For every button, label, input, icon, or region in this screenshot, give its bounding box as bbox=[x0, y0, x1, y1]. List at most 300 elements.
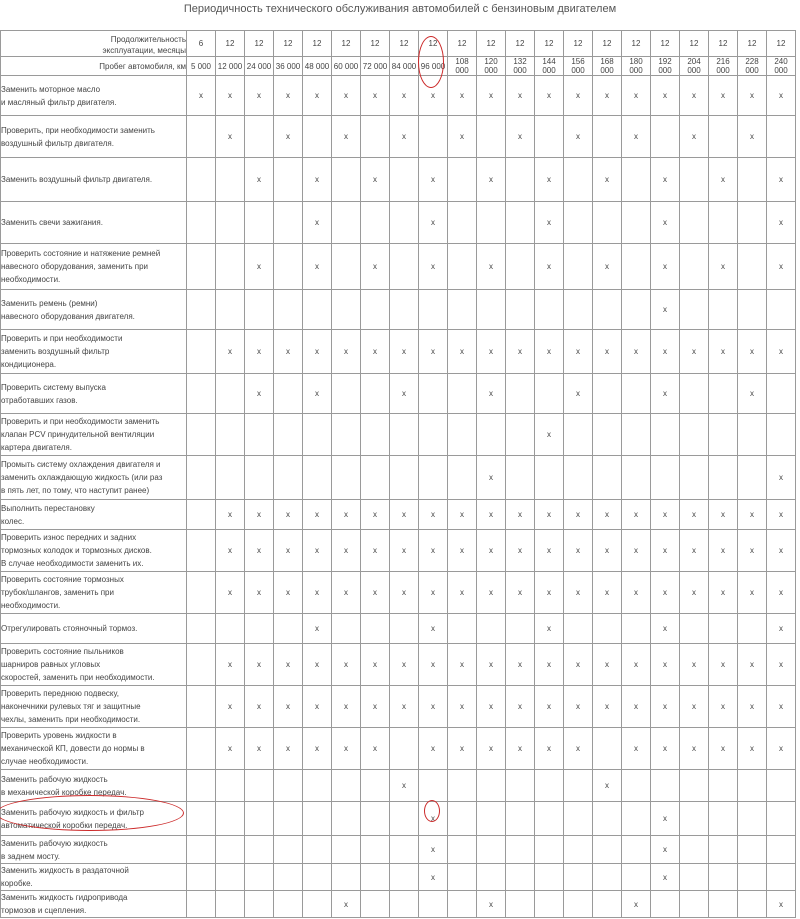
service-mark: x bbox=[419, 802, 448, 836]
months-value: 12 bbox=[448, 31, 477, 57]
table-row bbox=[1, 500, 796, 530]
empty-cell bbox=[535, 891, 564, 918]
service-mark: x bbox=[593, 572, 622, 614]
table-row bbox=[1, 116, 796, 158]
service-mark: x bbox=[216, 530, 245, 572]
months-value: 12 bbox=[535, 31, 564, 57]
empty-cell bbox=[187, 290, 216, 330]
service-operation-label: Заменить жидкость гидропривода тормозов и сцепления. bbox=[1, 891, 187, 918]
empty-cell bbox=[477, 802, 506, 836]
maintenance-schedule-table bbox=[0, 30, 796, 918]
service-mark: x bbox=[390, 572, 419, 614]
service-mark: x bbox=[622, 500, 651, 530]
months-value: 12 bbox=[564, 31, 593, 57]
service-mark: x bbox=[216, 500, 245, 530]
empty-cell bbox=[477, 116, 506, 158]
empty-cell bbox=[709, 836, 738, 864]
empty-cell bbox=[245, 202, 274, 244]
months-value: 12 bbox=[680, 31, 709, 57]
empty-cell bbox=[303, 864, 332, 891]
service-mark: x bbox=[332, 728, 361, 770]
empty-cell bbox=[738, 202, 767, 244]
empty-cell bbox=[187, 572, 216, 614]
months-value: 12 bbox=[709, 31, 738, 57]
months-value: 12 bbox=[274, 31, 303, 57]
service-mark: x bbox=[738, 572, 767, 614]
service-mark: x bbox=[390, 76, 419, 116]
service-mark: x bbox=[506, 644, 535, 686]
service-operation-label: Заменить рабочую жидкость в механической коробке передач. bbox=[1, 770, 187, 802]
empty-cell bbox=[274, 202, 303, 244]
empty-cell bbox=[738, 456, 767, 500]
empty-cell bbox=[448, 864, 477, 891]
service-mark: x bbox=[303, 614, 332, 644]
empty-cell bbox=[245, 770, 274, 802]
empty-cell bbox=[506, 290, 535, 330]
service-mark: x bbox=[738, 644, 767, 686]
empty-cell bbox=[361, 374, 390, 414]
empty-cell bbox=[709, 456, 738, 500]
service-mark: x bbox=[332, 686, 361, 728]
table-row bbox=[1, 76, 796, 116]
table-row bbox=[1, 770, 796, 802]
service-mark: x bbox=[767, 644, 796, 686]
empty-cell bbox=[332, 864, 361, 891]
empty-cell bbox=[622, 802, 651, 836]
service-operation-label: Проверить и при необходимости заменить воздушный фильтр кондиционера. bbox=[1, 330, 187, 374]
service-mark: x bbox=[245, 644, 274, 686]
service-operation-label: Заменить моторное масло и масляный фильтр двигателя. bbox=[1, 76, 187, 116]
km-value: 144 000 bbox=[535, 57, 564, 76]
service-mark: x bbox=[390, 530, 419, 572]
service-mark: x bbox=[593, 530, 622, 572]
service-mark: x bbox=[303, 76, 332, 116]
service-mark: x bbox=[419, 202, 448, 244]
empty-cell bbox=[651, 116, 680, 158]
service-mark: x bbox=[651, 728, 680, 770]
empty-cell bbox=[448, 202, 477, 244]
service-mark: x bbox=[564, 76, 593, 116]
service-mark: x bbox=[274, 686, 303, 728]
table-row bbox=[1, 330, 796, 374]
empty-cell bbox=[593, 374, 622, 414]
service-operation-label: Проверить состояние тормозных трубок/шлангов, заменить при необходимости. bbox=[1, 572, 187, 614]
empty-cell bbox=[448, 244, 477, 290]
empty-cell bbox=[680, 770, 709, 802]
service-mark: x bbox=[506, 728, 535, 770]
empty-cell bbox=[593, 728, 622, 770]
empty-cell bbox=[274, 802, 303, 836]
empty-cell bbox=[187, 864, 216, 891]
empty-cell bbox=[593, 290, 622, 330]
service-mark: x bbox=[477, 500, 506, 530]
empty-cell bbox=[593, 116, 622, 158]
empty-cell bbox=[187, 244, 216, 290]
empty-cell bbox=[216, 802, 245, 836]
empty-cell bbox=[709, 414, 738, 456]
service-mark: x bbox=[593, 244, 622, 290]
months-value: 12 bbox=[361, 31, 390, 57]
service-mark: x bbox=[651, 572, 680, 614]
empty-cell bbox=[593, 456, 622, 500]
service-mark: x bbox=[303, 572, 332, 614]
empty-cell bbox=[738, 158, 767, 202]
km-value: 12 000 bbox=[216, 57, 245, 76]
service-mark: x bbox=[448, 644, 477, 686]
empty-cell bbox=[216, 290, 245, 330]
service-mark: x bbox=[564, 686, 593, 728]
empty-cell bbox=[622, 864, 651, 891]
service-mark: x bbox=[622, 330, 651, 374]
service-mark: x bbox=[506, 530, 535, 572]
empty-cell bbox=[767, 116, 796, 158]
empty-cell bbox=[767, 864, 796, 891]
empty-cell bbox=[187, 500, 216, 530]
service-mark: x bbox=[680, 686, 709, 728]
empty-cell bbox=[361, 614, 390, 644]
service-mark: x bbox=[332, 572, 361, 614]
empty-cell bbox=[709, 290, 738, 330]
empty-cell bbox=[361, 414, 390, 456]
service-mark: x bbox=[361, 530, 390, 572]
service-mark: x bbox=[303, 374, 332, 414]
empty-cell bbox=[622, 456, 651, 500]
empty-cell bbox=[564, 158, 593, 202]
empty-cell bbox=[419, 290, 448, 330]
empty-cell bbox=[506, 864, 535, 891]
service-mark: x bbox=[245, 158, 274, 202]
service-mark: x bbox=[738, 330, 767, 374]
service-mark: x bbox=[245, 728, 274, 770]
empty-cell bbox=[361, 836, 390, 864]
empty-cell bbox=[738, 290, 767, 330]
service-mark: x bbox=[419, 158, 448, 202]
empty-cell bbox=[564, 456, 593, 500]
months-value: 12 bbox=[303, 31, 332, 57]
empty-cell bbox=[390, 158, 419, 202]
service-mark: x bbox=[535, 728, 564, 770]
empty-cell bbox=[332, 244, 361, 290]
service-mark: x bbox=[738, 530, 767, 572]
service-mark: x bbox=[187, 76, 216, 116]
empty-cell bbox=[767, 836, 796, 864]
service-mark: x bbox=[274, 644, 303, 686]
months-value: 12 bbox=[738, 31, 767, 57]
table-row bbox=[1, 374, 796, 414]
service-mark: x bbox=[477, 374, 506, 414]
service-mark: x bbox=[216, 728, 245, 770]
empty-cell bbox=[419, 374, 448, 414]
empty-cell bbox=[709, 202, 738, 244]
empty-cell bbox=[390, 728, 419, 770]
empty-cell bbox=[448, 414, 477, 456]
empty-cell bbox=[767, 770, 796, 802]
service-mark: x bbox=[303, 686, 332, 728]
empty-cell bbox=[738, 244, 767, 290]
service-mark: x bbox=[274, 330, 303, 374]
km-value: 204 000 bbox=[680, 57, 709, 76]
empty-cell bbox=[419, 456, 448, 500]
service-mark: x bbox=[767, 686, 796, 728]
service-mark: x bbox=[680, 116, 709, 158]
service-mark: x bbox=[477, 530, 506, 572]
empty-cell bbox=[419, 116, 448, 158]
service-mark: x bbox=[303, 158, 332, 202]
service-mark: x bbox=[390, 686, 419, 728]
service-mark: x bbox=[680, 644, 709, 686]
empty-cell bbox=[738, 414, 767, 456]
service-mark: x bbox=[564, 500, 593, 530]
empty-cell bbox=[274, 374, 303, 414]
km-value: 48 000 bbox=[303, 57, 332, 76]
empty-cell bbox=[361, 802, 390, 836]
empty-cell bbox=[680, 802, 709, 836]
service-mark: x bbox=[361, 686, 390, 728]
service-mark: x bbox=[361, 76, 390, 116]
empty-cell bbox=[680, 158, 709, 202]
empty-cell bbox=[622, 202, 651, 244]
service-mark: x bbox=[448, 572, 477, 614]
empty-cell bbox=[564, 202, 593, 244]
service-mark: x bbox=[535, 244, 564, 290]
service-mark: x bbox=[651, 530, 680, 572]
service-mark: x bbox=[680, 330, 709, 374]
table-row bbox=[1, 290, 796, 330]
service-mark: x bbox=[680, 530, 709, 572]
table-row bbox=[1, 414, 796, 456]
empty-cell bbox=[361, 116, 390, 158]
service-operation-label: Проверить, при необходимости заменить воздушный фильтр двигателя. bbox=[1, 116, 187, 158]
service-mark: x bbox=[477, 456, 506, 500]
empty-cell bbox=[535, 456, 564, 500]
empty-cell bbox=[361, 770, 390, 802]
service-mark: x bbox=[216, 686, 245, 728]
service-mark: x bbox=[651, 290, 680, 330]
service-mark: x bbox=[622, 644, 651, 686]
empty-cell bbox=[593, 836, 622, 864]
service-mark: x bbox=[738, 728, 767, 770]
empty-cell bbox=[709, 864, 738, 891]
service-mark: x bbox=[361, 644, 390, 686]
months-value: 12 bbox=[419, 31, 448, 57]
service-mark: x bbox=[738, 500, 767, 530]
empty-cell bbox=[390, 202, 419, 244]
service-mark: x bbox=[303, 728, 332, 770]
service-mark: x bbox=[651, 330, 680, 374]
service-mark: x bbox=[274, 530, 303, 572]
service-mark: x bbox=[448, 76, 477, 116]
service-operation-label: Заменить рабочую жидкость и фильтр автоматической коробки передач. bbox=[1, 802, 187, 836]
service-mark: x bbox=[651, 802, 680, 836]
service-mark: x bbox=[332, 116, 361, 158]
service-mark: x bbox=[419, 836, 448, 864]
empty-cell bbox=[274, 614, 303, 644]
empty-cell bbox=[593, 802, 622, 836]
empty-cell bbox=[506, 770, 535, 802]
header-row-km bbox=[1, 57, 796, 76]
service-mark: x bbox=[651, 158, 680, 202]
km-value: 180 000 bbox=[622, 57, 651, 76]
empty-cell bbox=[390, 891, 419, 918]
service-mark: x bbox=[390, 330, 419, 374]
empty-cell bbox=[709, 891, 738, 918]
service-mark: x bbox=[419, 864, 448, 891]
service-mark: x bbox=[477, 76, 506, 116]
empty-cell bbox=[506, 202, 535, 244]
service-mark: x bbox=[216, 116, 245, 158]
empty-cell bbox=[622, 158, 651, 202]
empty-cell bbox=[448, 891, 477, 918]
empty-cell bbox=[680, 374, 709, 414]
service-operation-label: Заменить воздушный фильтр двигателя. bbox=[1, 158, 187, 202]
service-mark: x bbox=[506, 572, 535, 614]
empty-cell bbox=[332, 770, 361, 802]
empty-cell bbox=[390, 614, 419, 644]
service-mark: x bbox=[477, 686, 506, 728]
empty-cell bbox=[564, 836, 593, 864]
service-mark: x bbox=[274, 500, 303, 530]
empty-cell bbox=[390, 864, 419, 891]
service-mark: x bbox=[361, 244, 390, 290]
service-mark: x bbox=[738, 76, 767, 116]
empty-cell bbox=[187, 728, 216, 770]
service-mark: x bbox=[506, 330, 535, 374]
service-operation-label: Проверить износ передних и задних тормозных колодок и тормозных дисков. В случае необходимости заменить их. bbox=[1, 530, 187, 572]
service-mark: x bbox=[477, 728, 506, 770]
empty-cell bbox=[448, 836, 477, 864]
service-mark: x bbox=[651, 374, 680, 414]
service-mark: x bbox=[767, 244, 796, 290]
header-row-months bbox=[1, 31, 796, 57]
empty-cell bbox=[390, 802, 419, 836]
service-mark: x bbox=[651, 202, 680, 244]
empty-cell bbox=[303, 456, 332, 500]
service-mark: x bbox=[622, 116, 651, 158]
service-mark: x bbox=[216, 330, 245, 374]
empty-cell bbox=[651, 770, 680, 802]
empty-cell bbox=[419, 414, 448, 456]
km-value: 120 000 bbox=[477, 57, 506, 76]
table-row bbox=[1, 802, 796, 836]
km-value: 216 000 bbox=[709, 57, 738, 76]
service-mark: x bbox=[245, 686, 274, 728]
service-mark: x bbox=[622, 728, 651, 770]
empty-cell bbox=[245, 836, 274, 864]
empty-cell bbox=[361, 891, 390, 918]
empty-cell bbox=[390, 414, 419, 456]
empty-cell bbox=[187, 158, 216, 202]
empty-cell bbox=[680, 414, 709, 456]
service-operation-label: Проверить состояние пыльников шарниров равных угловых скоростей, заменить при необходимости. bbox=[1, 644, 187, 686]
empty-cell bbox=[564, 864, 593, 891]
empty-cell bbox=[738, 614, 767, 644]
months-value: 12 bbox=[622, 31, 651, 57]
empty-cell bbox=[274, 414, 303, 456]
empty-cell bbox=[651, 414, 680, 456]
empty-cell bbox=[245, 864, 274, 891]
service-mark: x bbox=[767, 614, 796, 644]
table-row bbox=[1, 572, 796, 614]
empty-cell bbox=[390, 244, 419, 290]
empty-cell bbox=[535, 374, 564, 414]
table-row bbox=[1, 158, 796, 202]
empty-cell bbox=[332, 836, 361, 864]
service-mark: x bbox=[216, 572, 245, 614]
service-mark: x bbox=[477, 891, 506, 918]
service-mark: x bbox=[651, 76, 680, 116]
km-value: 60 000 bbox=[332, 57, 361, 76]
service-operation-label: Заменить жидкость в раздаточной коробке. bbox=[1, 864, 187, 891]
empty-cell bbox=[245, 290, 274, 330]
service-mark: x bbox=[245, 530, 274, 572]
service-mark: x bbox=[448, 530, 477, 572]
km-value: 132 000 bbox=[506, 57, 535, 76]
service-mark: x bbox=[709, 330, 738, 374]
service-mark: x bbox=[419, 614, 448, 644]
service-mark: x bbox=[535, 686, 564, 728]
empty-cell bbox=[564, 891, 593, 918]
service-mark: x bbox=[593, 76, 622, 116]
service-operation-label: Проверить и при необходимости заменить клапан PCV принудительной вентиляции картера двигателя. bbox=[1, 414, 187, 456]
empty-cell bbox=[477, 290, 506, 330]
empty-cell bbox=[506, 456, 535, 500]
service-mark: x bbox=[303, 244, 332, 290]
empty-cell bbox=[738, 864, 767, 891]
km-value: 108 000 bbox=[448, 57, 477, 76]
service-mark: x bbox=[680, 76, 709, 116]
service-mark: x bbox=[709, 644, 738, 686]
empty-cell bbox=[564, 770, 593, 802]
service-mark: x bbox=[477, 158, 506, 202]
service-operation-label: Отрегулировать стояночный тормоз. bbox=[1, 614, 187, 644]
table-row bbox=[1, 644, 796, 686]
empty-cell bbox=[738, 836, 767, 864]
service-mark: x bbox=[535, 158, 564, 202]
service-mark: x bbox=[535, 500, 564, 530]
service-mark: x bbox=[535, 414, 564, 456]
empty-cell bbox=[564, 244, 593, 290]
empty-cell bbox=[767, 374, 796, 414]
service-mark: x bbox=[419, 572, 448, 614]
service-mark: x bbox=[709, 572, 738, 614]
service-mark: x bbox=[622, 76, 651, 116]
empty-cell bbox=[767, 802, 796, 836]
months-value: 12 bbox=[506, 31, 535, 57]
empty-cell bbox=[390, 836, 419, 864]
empty-cell bbox=[216, 836, 245, 864]
service-mark: x bbox=[680, 572, 709, 614]
empty-cell bbox=[245, 116, 274, 158]
service-mark: x bbox=[709, 244, 738, 290]
service-mark: x bbox=[535, 614, 564, 644]
empty-cell bbox=[680, 891, 709, 918]
service-mark: x bbox=[709, 530, 738, 572]
empty-cell bbox=[506, 244, 535, 290]
service-mark: x bbox=[332, 530, 361, 572]
empty-cell bbox=[187, 770, 216, 802]
km-value: 192 000 bbox=[651, 57, 680, 76]
empty-cell bbox=[274, 836, 303, 864]
empty-cell bbox=[448, 456, 477, 500]
empty-cell bbox=[477, 202, 506, 244]
service-mark: x bbox=[477, 330, 506, 374]
empty-cell bbox=[361, 864, 390, 891]
service-mark: x bbox=[767, 330, 796, 374]
empty-cell bbox=[477, 770, 506, 802]
empty-cell bbox=[738, 770, 767, 802]
empty-cell bbox=[332, 290, 361, 330]
service-mark: x bbox=[303, 644, 332, 686]
